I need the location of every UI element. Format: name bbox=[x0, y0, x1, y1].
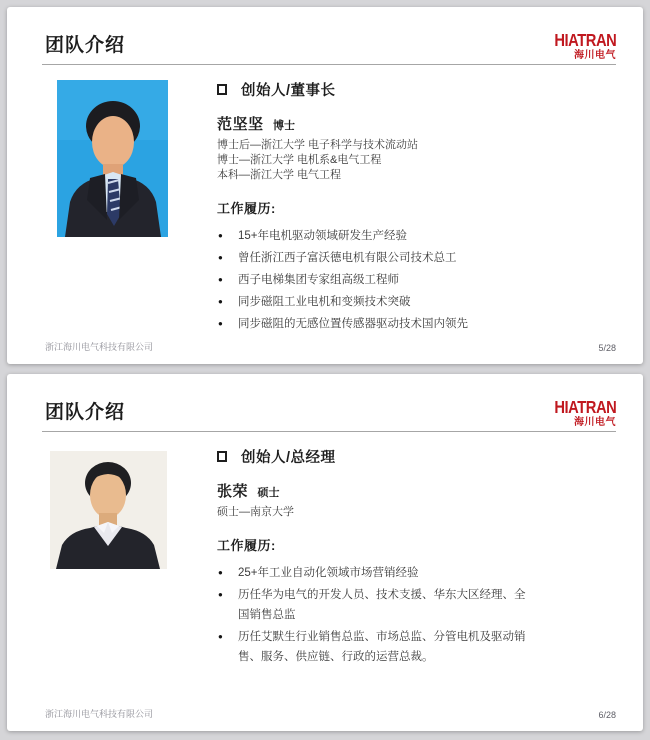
work-history-item: ● 西子电梯集团专家组高级工程师 bbox=[217, 270, 529, 290]
role-header-label: 创始人/总经理 bbox=[241, 450, 336, 466]
work-history-item: ● 同步磁阻的无感位置传感器驱动技术国内领先 bbox=[217, 314, 529, 334]
founder-gm-photo bbox=[50, 451, 167, 569]
education-list bbox=[217, 138, 557, 183]
page-number: 6/28 bbox=[598, 710, 616, 720]
work-history-list bbox=[217, 563, 529, 667]
education-item: 本科—浙江大学 电气工程 bbox=[217, 169, 342, 181]
work-history-item: ● 25+年工业自动化领域市场营销经验 bbox=[217, 563, 529, 583]
work-history-item: ● 曾任浙江西子富沃德电机有限公司技术总工 bbox=[217, 248, 529, 268]
slide-5-team-intro bbox=[7, 7, 643, 364]
work-history-item: ● 15+年电机驱动领域研发生产经验 bbox=[217, 226, 529, 246]
work-history-item: ● 历任艾默生行业销售总监、市场总监、分管电机及驱动销售、服务、供应链、行政的运营总裁。 bbox=[217, 627, 529, 667]
company-logo bbox=[549, 33, 616, 61]
slide-content bbox=[217, 79, 557, 336]
work-history-header: 工作履历: bbox=[217, 538, 276, 553]
logo-brand-chinese: 海川电气 bbox=[574, 417, 616, 428]
logo-brand-text: HIATRAN bbox=[554, 398, 616, 418]
role-header-label: 创始人/董事长 bbox=[241, 83, 336, 99]
slide-6-team-intro bbox=[7, 374, 643, 731]
person-name-row bbox=[217, 480, 557, 501]
education-list bbox=[217, 505, 557, 520]
person-degree: 硕士 bbox=[257, 487, 280, 499]
square-bullet-icon bbox=[217, 451, 227, 462]
education-item: 硕士—南京大学 bbox=[217, 506, 294, 518]
work-history-item: ● 历任华为电气的开发人员、技术支援、华东大区经理、全国销售总监 bbox=[217, 585, 529, 625]
slide-title: 团队介绍 bbox=[45, 402, 126, 423]
person-name: 范坚坚 bbox=[217, 116, 264, 133]
page-number: 5/28 bbox=[598, 343, 616, 353]
header-divider bbox=[42, 431, 616, 432]
header-divider bbox=[42, 64, 616, 65]
work-history-header: 工作履历: bbox=[217, 201, 276, 216]
logo-brand-chinese: 海川电气 bbox=[574, 50, 616, 61]
work-history-item: ● 同步磁阻工业电机和变频技术突破 bbox=[217, 292, 529, 312]
person-name: 张荣 bbox=[217, 483, 249, 500]
work-history-list bbox=[217, 226, 529, 334]
person-name-row bbox=[217, 113, 557, 134]
role-header bbox=[217, 79, 557, 100]
footer-company-name: 浙江海川电气科技有限公司 bbox=[45, 709, 154, 719]
slide-content bbox=[217, 446, 557, 669]
portrait-illustration bbox=[57, 80, 168, 237]
founder-chairman-photo bbox=[57, 80, 168, 237]
portrait-illustration bbox=[50, 451, 167, 569]
company-logo bbox=[549, 400, 616, 428]
slide-title: 团队介绍 bbox=[45, 35, 126, 56]
person-degree: 博士 bbox=[272, 120, 295, 132]
logo-brand-text: HIATRAN bbox=[554, 31, 616, 51]
education-item: 博士—浙江大学 电机系&电气工程 bbox=[217, 154, 382, 166]
education-item: 博士后—浙江大学 电子科学与技术流动站 bbox=[217, 139, 419, 151]
square-bullet-icon bbox=[217, 84, 227, 95]
role-header bbox=[217, 446, 557, 467]
footer-company-name: 浙江海川电气科技有限公司 bbox=[45, 342, 154, 352]
